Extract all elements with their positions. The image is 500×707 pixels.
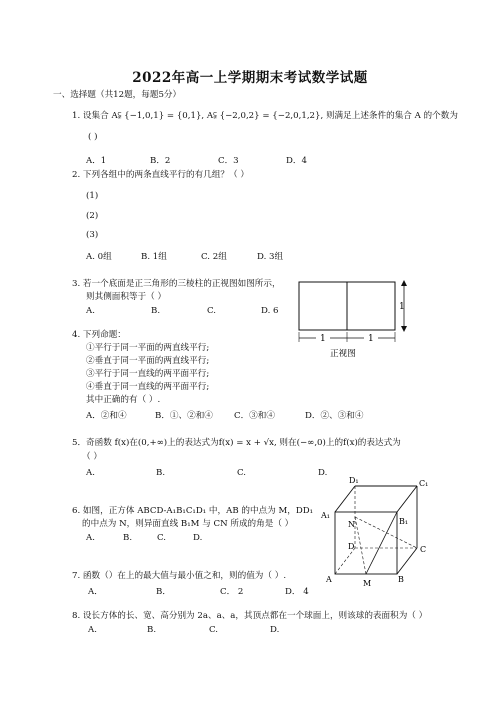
q3-stem: 3. 若一个底面是正三角形的三棱柱的正视图如图所示， — [72, 279, 281, 289]
q6-option-b: B. — [123, 533, 133, 543]
section-heading: 一、选择题（共12题，每题5分） — [53, 90, 182, 100]
cube-label-c1: C₁ — [419, 479, 429, 488]
q1-stem: 1. 设集合 A⫋ {−1,0,1} = {0,1}, A⫋ {−2,0,2} = {−2,0,1,2}, 则满足上述条件的集合 A 的个数为 — [72, 111, 458, 121]
q2-stem: 2. 下列各组中的两条直线平行的有几组？（ ） — [72, 170, 249, 180]
q1-option-c: C．3 — [218, 156, 239, 166]
q3-width-label-left: 1 — [320, 334, 326, 344]
q5-option-b: B. — [156, 468, 166, 478]
q8-option-a: A. — [88, 625, 97, 635]
q3-option-d: D. 6 — [261, 306, 279, 316]
cube-label-d: D — [348, 542, 355, 551]
q6-option-d: D. — [193, 533, 203, 543]
q2-option-c: C. 2组 — [201, 252, 227, 262]
q5-option-d: D. — [318, 468, 328, 478]
q4-option-b: B．①、②和④ — [155, 411, 213, 421]
q4-option-a: A．②和④ — [86, 411, 127, 421]
cube-label-b1: B₁ — [399, 517, 409, 526]
q4-item-1: ①平行于同一平面的两直线平行; — [86, 343, 210, 353]
q4-item-4: ④垂直于同一直线的两平面平行; — [86, 382, 210, 392]
cube-label-a1: A₁ — [321, 511, 330, 520]
q4-item-2: ②垂直于同一平面的两直线平行; — [86, 356, 210, 366]
q6-stem: 6. 如图，正方体 ABCD-A₁B₁C₁D₁ 中，AB 的中点为 M，DD₁ — [72, 506, 314, 516]
q5-stem: 5．奇函数 f(x)在(0,+∞)上的表达式为f(x) = x + √x, 则在(−∞,0)上的f(x)的表达式为 — [72, 438, 401, 448]
q5-option-c: C. — [237, 468, 247, 478]
q8-option-c: C. — [209, 625, 219, 635]
q6-option-c: C. — [157, 533, 167, 543]
cube-label-m: M — [363, 579, 372, 588]
q7-option-c: C． 2 — [220, 587, 244, 597]
q6-option-a: A. — [86, 533, 95, 543]
q3-option-c: C. — [207, 306, 217, 316]
q6-stem-2: 的中点为 N，则异面直线 B₁M 与 CN 所成的角是（ ） — [82, 519, 294, 529]
q3-option-b: B. — [151, 306, 161, 316]
q4-stem: 4. 下列命题： — [72, 330, 126, 340]
q7-option-b: B． — [156, 587, 171, 597]
q2-option-a: A. 0组 — [86, 252, 112, 262]
cube-label-c: C — [420, 545, 427, 554]
cube-label-b: B — [398, 575, 404, 584]
q7-stem: 7. 函数（）在上的最大值与最小值之和，则的值为（ ）. — [72, 571, 287, 581]
q3-width-label-right: 1 — [368, 334, 374, 344]
q1-paren: ( ) — [88, 132, 98, 142]
q5-paren: （ ） — [82, 452, 102, 462]
q3-height-label: 1 — [399, 302, 405, 312]
q1-option-d: D．4 — [286, 156, 307, 166]
q7-option-d: D． 4 — [285, 587, 309, 597]
q8-stem: 8. 设长方体的长、宽、高分别为 2a、a、a，其顶点都在一个球面上，则该球的表面积为（ ） — [72, 611, 428, 621]
cube-label-d1: D₁ — [349, 476, 359, 485]
q3-front-view-figure — [290, 274, 415, 364]
q2-option-d: D. 3组 — [257, 252, 284, 262]
q5-option-a: A. — [86, 468, 95, 478]
q4-item-3: ③平行于同一直线的两平面平行; — [86, 369, 210, 379]
q3-figure-caption: 正视图 — [330, 349, 356, 359]
cube-label-a: A — [326, 575, 332, 584]
q6-cube-figure — [318, 474, 443, 592]
q8-option-d: D. — [270, 625, 280, 635]
q2-item-2: (2) — [86, 211, 99, 221]
q1-option-b: B．2 — [150, 156, 171, 166]
q4-option-d: D．②、③和④ — [305, 411, 364, 421]
q4-option-c: C．③和④ — [234, 411, 275, 421]
q8-option-b: B. — [147, 625, 157, 635]
q4-conclusion: 其中正确的有（ ）. — [86, 395, 161, 405]
q1-option-a: A．1 — [86, 156, 107, 166]
cube-label-n: N — [348, 520, 355, 529]
q3-option-a: A. — [86, 306, 95, 316]
q3-stem-2: 则其侧面积等于（ ） — [86, 292, 167, 302]
page-title: 2022年高一上学期期末考试数学试题 — [132, 70, 368, 86]
q7-option-a: A． — [88, 587, 103, 597]
q2-item-3: (3) — [86, 230, 99, 240]
q2-item-1: (1) — [86, 191, 99, 201]
q2-option-b: B. 1组 — [141, 252, 167, 262]
